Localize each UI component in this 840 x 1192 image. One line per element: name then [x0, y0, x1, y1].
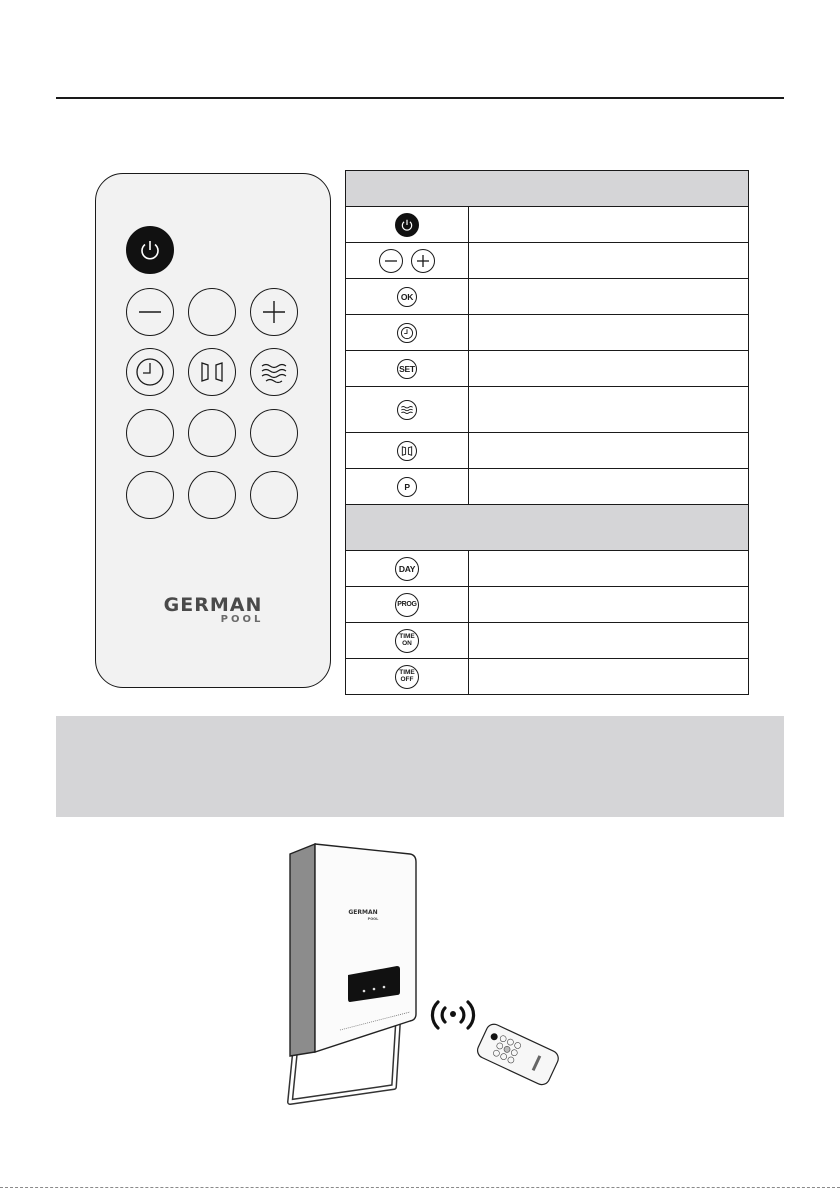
wave-icon [259, 357, 289, 387]
description-cell [469, 587, 748, 622]
table-row [346, 622, 748, 658]
note-box [56, 716, 784, 817]
blank-button[interactable] [250, 409, 298, 457]
ok-icon [397, 287, 417, 307]
blank-button[interactable] [188, 409, 236, 457]
table-header [346, 171, 748, 206]
time-off-label2: OFF [400, 675, 414, 683]
icon-cell [346, 587, 469, 622]
table-row [346, 432, 748, 468]
description-cell [469, 623, 748, 658]
top-rule [56, 97, 784, 99]
door-button[interactable] [188, 348, 236, 396]
power-button[interactable] [126, 226, 174, 274]
clock-icon [397, 323, 417, 343]
time-on-label1: TIME [399, 633, 415, 640]
description-cell [469, 315, 748, 350]
description-cell [469, 243, 748, 278]
plus-button[interactable] [250, 288, 298, 336]
minus-icon [379, 249, 403, 273]
remote-brand-logo [96, 594, 330, 625]
description-cell [469, 207, 748, 242]
description-cell [469, 433, 748, 468]
plus-icon [411, 249, 435, 273]
clock-icon [135, 357, 165, 387]
set-label: SET [399, 363, 415, 374]
power-icon [395, 213, 419, 237]
blank-button[interactable] [126, 409, 174, 457]
table-row [346, 586, 748, 622]
icon-cell [346, 315, 469, 350]
plus-icon [261, 299, 287, 325]
minus-icon [137, 299, 163, 325]
description-cell [469, 551, 748, 586]
time-off-label1: TIME [399, 669, 415, 676]
table-row [346, 314, 748, 350]
description-cell [469, 279, 748, 314]
table-row [346, 550, 748, 586]
description-cell [469, 387, 748, 432]
p-icon [397, 477, 417, 497]
set-icon [397, 359, 417, 379]
icon-cell [346, 387, 469, 432]
icon-cell [346, 351, 469, 386]
description-cell [469, 469, 748, 504]
p-label: P [404, 481, 410, 492]
icon-cell [346, 279, 469, 314]
button-function-table [345, 170, 749, 695]
day-icon [395, 557, 419, 581]
heater-brand-sub: POOL [367, 917, 379, 921]
blank-button[interactable] [126, 471, 174, 519]
prog-label: PROG [397, 601, 417, 608]
table-row [346, 658, 748, 694]
time-on-icon [395, 629, 419, 653]
table-row [346, 242, 748, 278]
icon-cell [346, 243, 469, 278]
icon-cell [346, 207, 469, 242]
blank-button[interactable] [188, 471, 236, 519]
bottom-rule [0, 1187, 840, 1188]
door-icon [197, 357, 227, 387]
time-off-icon [395, 665, 419, 689]
brand-name: GERMAN [163, 594, 263, 616]
time-on-label2: ON [402, 639, 412, 647]
power-icon [138, 238, 162, 262]
prog-icon [395, 593, 419, 617]
door-icon [397, 441, 417, 461]
timer-button[interactable] [126, 348, 174, 396]
minus-button[interactable] [126, 288, 174, 336]
description-cell [469, 351, 748, 386]
fan-button[interactable] [250, 348, 298, 396]
icon-cell [346, 551, 469, 586]
remote-control [95, 173, 331, 688]
wave-icon [397, 400, 417, 420]
icon-cell [346, 433, 469, 468]
blank-button[interactable] [188, 288, 236, 336]
brand-subname: POOL [220, 614, 264, 625]
table-row [346, 278, 748, 314]
table-row [346, 206, 748, 242]
table-row [346, 386, 748, 432]
heater-brand: GERMAN [348, 909, 378, 916]
heater-illustration [270, 842, 570, 1122]
day-label: DAY [398, 563, 416, 574]
icon-cell [346, 469, 469, 504]
icon-cell [346, 623, 469, 658]
table-row [346, 468, 748, 504]
icon-cell [346, 659, 469, 694]
blank-button[interactable] [250, 471, 298, 519]
description-cell [469, 659, 748, 694]
table-row [346, 350, 748, 386]
ok-label: OK [400, 291, 414, 302]
table-subheader [346, 504, 748, 550]
